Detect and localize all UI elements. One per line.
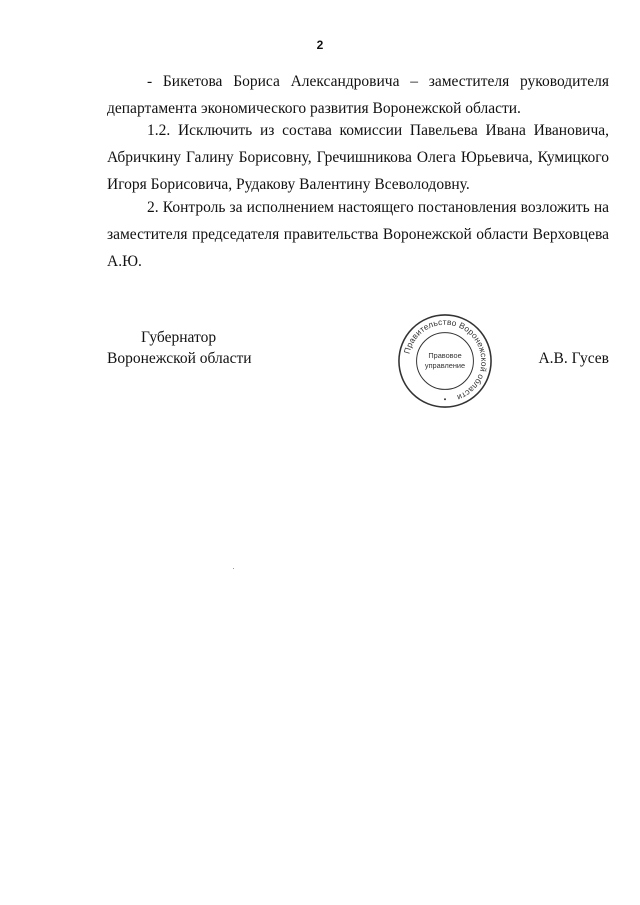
signatory-title-line2: Воронежской области — [107, 350, 252, 367]
paragraph-exclusion: 1.2. Исключить из состава комиссии Павельева Ивана Ивановича, Абричкину Галину Борисовну, Гречишникова Олега Юрьевича, Кумицкого Игоря Борисовича, Рудакову Валентину Всеволодовну. — [107, 122, 609, 193]
signatory-title-line1: Губернатор — [141, 329, 217, 346]
stamp-center-line1: Правовое — [428, 351, 462, 361]
scan-speck — [233, 568, 234, 569]
page-number: 2 — [316, 38, 324, 52]
paragraph-control: 2. Контроль за исполнением настоящего постановления возложить на заместителя председателя правительства Воронежской области Верховцева А.Ю. — [107, 199, 609, 270]
stamp-ring-text: Правительство Воронежской области — [401, 316, 490, 403]
stamp-dot — [444, 398, 446, 400]
official-stamp — [396, 312, 494, 410]
stamp-center-line2: управление — [424, 360, 466, 370]
signatory-name: А.В. Гусев — [538, 350, 609, 367]
paragraph-appointment: - Бикетова Бориса Александровича – заместителя руководителя департамента экономического развития Воронежской области. — [107, 73, 609, 117]
